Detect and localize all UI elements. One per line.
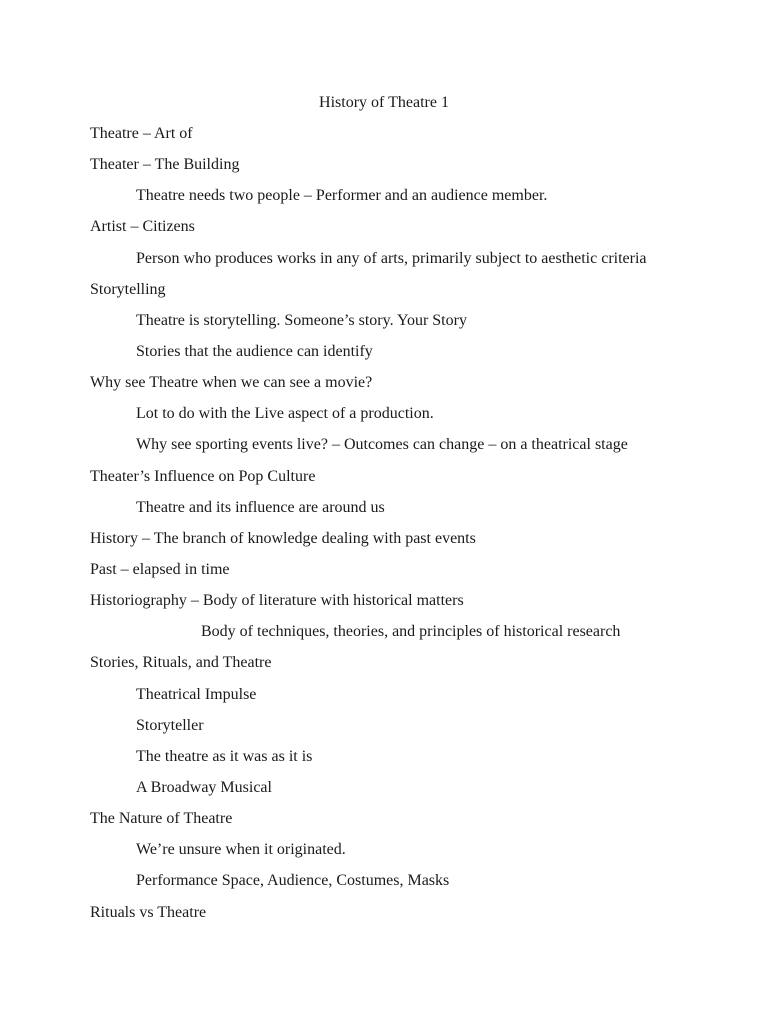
note-heading-line <box>0 809 768 840</box>
note-text: Theater’s Influence on Pop Culture <box>90 467 316 485</box>
note-sub-line <box>0 871 768 902</box>
notes-body <box>0 124 768 934</box>
note-sub-line <box>0 249 768 280</box>
note-sub-line <box>0 404 768 435</box>
note-text: Artist – Citizens <box>90 218 195 236</box>
note-text: Theatrical Impulse <box>136 685 257 703</box>
note-sub-line <box>0 747 768 778</box>
note-text: Storytelling <box>90 280 166 298</box>
note-text: Storyteller <box>136 716 204 734</box>
note-heading-line <box>0 529 768 560</box>
note-text: Theater – The Building <box>90 156 240 174</box>
note-text: Theatre and its influence are around us <box>136 498 385 516</box>
note-text: Performance Space, Audience, Costumes, Masks <box>136 872 450 890</box>
note-heading-line <box>0 373 768 404</box>
note-text: Historiography – Body of literature with historical matters <box>90 592 464 610</box>
note-sub-line <box>0 342 768 373</box>
note-text: Theatre – Art of <box>90 125 193 142</box>
note-text: Rituals vs Theatre <box>90 903 207 921</box>
note-sub-line <box>0 435 768 466</box>
note-text: Why see sporting events live? – Outcomes can change – on a theatrical stage <box>136 436 628 454</box>
note-sub-line <box>0 685 768 716</box>
note-sub-line <box>0 311 768 342</box>
note-text: Person who produces works in any of arts, primarily subject to aesthetic criteria <box>136 249 647 267</box>
note-heading-line <box>0 217 768 248</box>
note-text: We’re unsure when it originated. <box>136 841 346 859</box>
note-text: Lot to do with the Live aspect of a production. <box>136 405 434 423</box>
note-text: Theatre needs two people – Performer and an audience member. <box>136 187 548 205</box>
note-text: The Nature of Theatre <box>90 810 233 828</box>
note-text: Body of techniques, theories, and principles of historical research <box>201 623 621 641</box>
note-text: Why see Theatre when we can see a movie? <box>90 374 373 392</box>
note-heading-line <box>0 653 768 684</box>
note-text: Theatre is storytelling. Someone’s story. Your Story <box>136 311 467 329</box>
note-text: Past – elapsed in time <box>90 560 230 578</box>
note-sub-line <box>0 622 768 653</box>
document-title: History of Theatre 1 <box>319 94 449 111</box>
note-heading-line <box>0 155 768 186</box>
note-heading-line <box>0 903 768 934</box>
note-sub-line <box>0 498 768 529</box>
note-heading-line <box>0 560 768 591</box>
note-sub-line <box>0 778 768 809</box>
note-heading-line <box>0 280 768 311</box>
note-text: A Broadway Musical <box>136 778 272 796</box>
note-heading-line <box>0 467 768 498</box>
note-sub-line <box>0 716 768 747</box>
note-sub-line <box>0 840 768 871</box>
note-text: Stories, Rituals, and Theatre <box>90 654 272 672</box>
note-text: Stories that the audience can identify <box>136 342 373 360</box>
note-text: History – The branch of knowledge dealing with past events <box>90 529 476 547</box>
note-text: The theatre as it was as it is <box>136 747 313 765</box>
note-heading-line <box>0 124 768 155</box>
note-sub-line <box>0 186 768 217</box>
note-heading-line <box>0 591 768 622</box>
